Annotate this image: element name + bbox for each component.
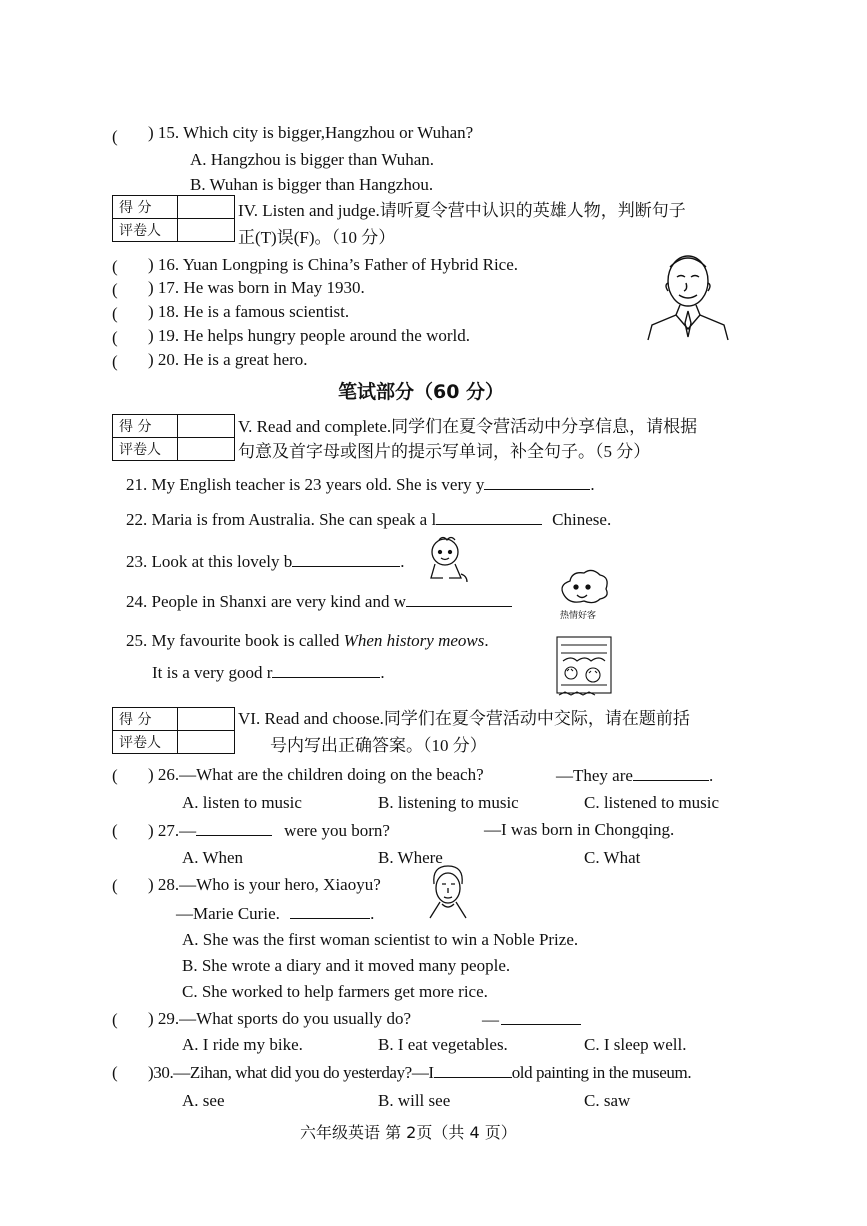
option-27-a: A. When [182,848,244,867]
baby-picture [425,534,471,584]
question-26: ) 26.—What are the children doing on the beach? [148,765,484,784]
question-28: ) 28.—Who is your hero, Xiaoyu? [148,875,381,894]
question-25-line2-text: It is a very good r [152,663,273,682]
option-27-b: B. Where [378,848,443,867]
question-25-post: . [484,631,489,650]
question-24-text: 24. People in Shanxi are very kind and w [126,592,406,611]
score-box[interactable] [178,415,235,438]
page-footer: 六年级英语 第 2页（共 4 页） [300,1123,517,1142]
question-26-answer-text: —They are [556,766,633,785]
blank-22[interactable] [436,510,542,525]
answer-paren-20[interactable]: ( [112,352,118,371]
question-30 [148,1063,691,1081]
option-29-b: B. I eat vegetables. [378,1035,508,1054]
blank-29[interactable] [501,1010,581,1025]
answer-paren-15[interactable]: ( [112,127,118,146]
question-21-end: . [590,475,595,494]
section-6-subtitle: 号内写出正确答案。（10 分） [270,736,487,755]
question-27 [148,821,390,839]
blank-21[interactable] [484,475,590,490]
blank-26[interactable] [633,766,709,781]
question-15: ) 15. Which city is bigger,Hangzhou or Wuhan? [148,123,474,142]
option-15-a: A. Hangzhou is bigger than Wuhan. [190,150,435,169]
section-5-subtitle: 句意及首字母或图片的提示写单词，补全句子。（5 分） [238,442,651,461]
question-22-text: 22. Maria is from Australia. She can speak a l [126,510,437,529]
option-29-a: A. I ride my bike. [182,1035,303,1054]
question-23-text: 23. Look at this lovely b [126,552,293,571]
option-26-b: B. listening to music [378,793,519,812]
option-30-b: B. will see [378,1091,451,1110]
question-29-answer [482,1010,581,1028]
question-29-answer-text: — [482,1010,499,1029]
question-18: ) 18. He is a famous scientist. [148,302,350,321]
question-30-text: )30.—Zihan, what did you do yesterday?—I [148,1063,434,1082]
marie-curie-portrait [424,862,472,922]
option-30-c: C. saw [584,1091,631,1110]
grader-label: 评卷人 [113,438,178,461]
option-28-b: B. She wrote a diary and it moved many people. [182,956,511,975]
section-5-title: V. Read and complete.同学们在夏令营活动中分享信息，请根据 [238,417,698,436]
question-28-answer [176,904,374,922]
answer-paren-19[interactable]: ( [112,328,118,347]
grader-box[interactable] [178,438,235,461]
answer-paren-17[interactable]: ( [112,280,118,299]
question-28-end: . [370,904,375,923]
book-cover-picture [553,633,615,699]
option-15-b: B. Wuhan is bigger than Hangzhou. [190,175,434,194]
question-30-end: old painting in the museum. [511,1063,692,1082]
section-4-subtitle: 正(T)误(F)。（10 分） [238,228,396,247]
question-23-end: . [400,552,405,571]
grader-label: 评卷人 [113,731,178,754]
question-25-line2 [152,663,385,681]
answer-paren-27[interactable]: ( [112,821,118,840]
question-17: ) 17. He was born in May 1930. [148,278,365,297]
question-20: ) 20. He is a great hero. [148,350,308,369]
written-section-title: 笔试部分（60 分） [338,381,505,403]
answer-paren-18[interactable]: ( [112,304,118,323]
blank-25[interactable] [272,663,380,678]
answer-paren-29[interactable]: ( [112,1010,118,1029]
question-26-end: . [708,766,714,785]
question-27-text: ) 27.— [148,821,197,840]
score-table-4 [112,195,235,242]
question-22-end: Chinese. [552,510,612,529]
score-table-5 [112,414,235,461]
option-27-c: C. What [584,848,641,867]
question-24 [126,592,512,610]
score-table-6 [112,707,235,754]
question-27-mid: were you born? [284,821,390,840]
picture-caption-24: 热情好客 [560,611,597,621]
option-28-c: C. She worked to help farmers get more rice. [182,982,488,1001]
question-19: ) 19. He helps hungry people around the world. [148,326,470,345]
blank-23[interactable] [292,552,400,567]
question-28-answer-text: —Marie Curie. [176,904,280,923]
score-label: 得 分 [113,708,178,731]
score-box[interactable] [178,708,235,731]
option-29-c: C. I sleep well. [584,1035,687,1054]
question-21 [126,475,595,493]
answer-paren-30[interactable]: ( [112,1063,118,1082]
portrait-yuan-longping [646,245,730,341]
section-4-title: IV. Listen and judge.请听夏令营中认识的英雄人物，判断句子 [238,201,686,220]
answer-paren-26[interactable]: ( [112,766,118,785]
blank-28[interactable] [290,904,370,919]
blank-24[interactable] [406,592,512,607]
option-26-c: C. listened to music [584,793,720,812]
blank-27[interactable] [196,821,272,836]
question-22 [126,510,611,528]
grader-box[interactable] [178,731,235,754]
question-25-pre: 25. My favourite book is called [126,631,344,650]
option-28-a: A. She was the first woman scientist to win a Noble Prize. [182,930,579,949]
question-25-end: . [380,663,385,682]
score-box[interactable] [178,196,235,219]
question-23 [126,552,404,570]
question-21-text: 21. My English teacher is 23 years old. She is very y [126,475,485,494]
question-16: ) 16. Yuan Longping is China’s Father of Hybrid Rice. [148,255,519,274]
question-25 [126,632,489,649]
answer-paren-16[interactable]: ( [112,257,118,276]
blank-30[interactable] [434,1063,512,1078]
answer-paren-28[interactable]: ( [112,876,118,895]
score-label: 得 分 [113,196,178,219]
score-label: 得 分 [113,415,178,438]
section-6-title: VI. Read and choose.同学们在夏令营活动中交际，请在题前括 [238,709,690,728]
welcoming-cloud-picture [556,565,612,621]
grader-box[interactable] [178,219,235,242]
book-title: When history meows [343,631,485,650]
option-26-a: A. listen to music [182,793,302,812]
option-30-a: A. see [182,1091,225,1110]
question-26-answer [556,766,713,784]
question-27-answer: —I was born in Chongqing. [484,820,675,839]
question-29: ) 29.—What sports do you usually do? [148,1009,411,1028]
grader-label: 评卷人 [113,219,178,242]
